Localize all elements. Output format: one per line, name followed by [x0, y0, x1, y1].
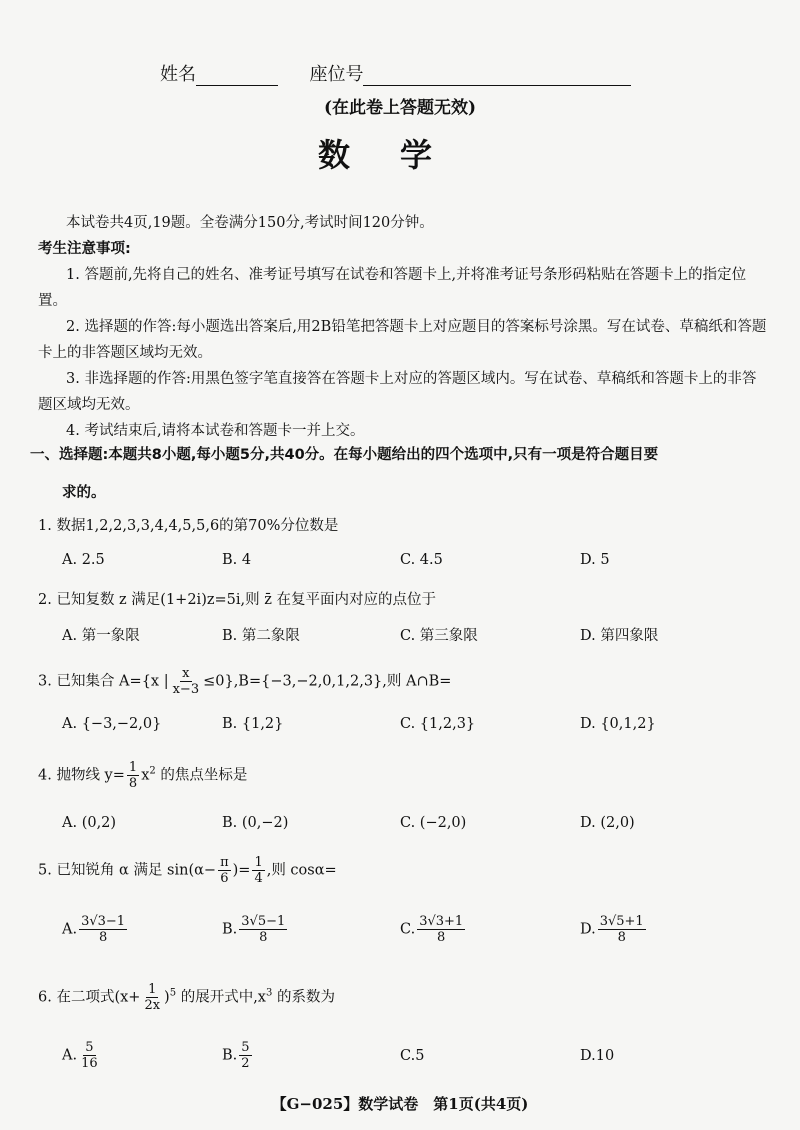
q5-a-num: 3√3−1 [81, 914, 126, 929]
seat-blank[interactable] [363, 67, 631, 86]
q4-suffix: 的焦点坐标是 [155, 767, 248, 784]
question-5-stem [38, 855, 337, 886]
q5-c-letter: C. [400, 921, 416, 938]
q2-option-d: D. 第四象限 [580, 628, 659, 644]
q5-b-num: 3√5−1 [241, 914, 286, 929]
name-label: 姓名 [160, 64, 196, 85]
q5-d-den: 8 [617, 930, 626, 945]
q6-close: ) [164, 989, 170, 1006]
q6-mid: 的展开式中,x [176, 989, 266, 1006]
q3-option-a: A. {−3,−2,0} [62, 716, 162, 732]
question-4-stem [38, 760, 247, 791]
q5-val-den: 4 [254, 871, 263, 886]
intro-text: 本试卷共4页,19题。全卷满分150分,考试时间120分钟。 [66, 215, 434, 231]
q5-b-fraction [239, 914, 287, 945]
q5-mid: )= [232, 862, 251, 879]
no-answer-notice: (在此卷上答题无效) [323, 98, 477, 118]
q5-a-fraction [79, 914, 127, 945]
q5-option-a [62, 914, 129, 945]
question-1-stem: 1. 数据1,2,2,3,3,4,4,5,5,6的第70%分位数是 [38, 518, 339, 534]
q3-option-c: C. {1,2,3} [400, 716, 476, 732]
note-1: 1. 答题前,先将自己的姓名、准考证号填写在试卷和答题卡上,并将准考证号条形码粘贴在答题卡上的指定位置。 [38, 267, 747, 309]
q6-frac-den: 2x [144, 998, 161, 1013]
q5-d-letter: D. [580, 921, 596, 938]
q5-b-letter: B. [222, 921, 238, 938]
q1-option-b: B. 4 [222, 552, 252, 568]
q5-option-b [222, 914, 289, 945]
q6-option-c [400, 1048, 424, 1064]
notes-heading: 考生注意事项: [38, 241, 131, 257]
page-title: 数学 [317, 136, 482, 174]
q4-option-b: B. (0,−2) [222, 815, 289, 831]
q4-exp: 2 [149, 765, 156, 777]
section1-heading: 一、选择题:本题共8小题,每小题5分,共40分。在每小题给出的四个选项中,只有一项是符合题目要 [30, 447, 659, 463]
q6-option-d [580, 1048, 614, 1064]
q4-fraction [127, 760, 139, 791]
note-4: 4. 考试结束后,请将本试卷和答题卡一并上交。 [66, 423, 365, 439]
q5-d-num: 3√5+1 [599, 914, 644, 929]
q3-set-close: ≤0} [203, 673, 234, 690]
q6-c-letter: C. [400, 1048, 416, 1064]
q4-var: x [141, 767, 150, 784]
q6-b-letter: B. [222, 1047, 238, 1064]
q5-option-d [580, 914, 648, 945]
q2-option-b: B. 第二象限 [222, 628, 300, 644]
q5-c-num: 3√3+1 [419, 914, 464, 929]
q6-b-den: 2 [241, 1056, 250, 1071]
q2-option-c: C. 第三象限 [400, 628, 478, 644]
q5-val-num: 1 [254, 855, 263, 870]
q4-option-d: D. (2,0) [580, 815, 635, 831]
q5-pi-fraction [218, 855, 231, 886]
seat-label: 座位号 [309, 64, 364, 85]
q3-prefix: 3. 已知集合 A= [38, 673, 142, 690]
q4-option-a: A. (0,2) [62, 815, 117, 831]
q6-d-letter: D. [580, 1048, 596, 1064]
name-blank[interactable] [196, 67, 278, 86]
q4-frac-den: 8 [128, 776, 138, 791]
q6-exp: 5 [169, 987, 177, 999]
q5-c-den: 8 [437, 930, 446, 945]
q6-prefix: 6. 在二项式(x+ [38, 989, 141, 1006]
q5-d-fraction [598, 914, 646, 945]
q6-option-b [222, 1040, 254, 1071]
q5-option-c [400, 914, 467, 945]
q6-option-a [62, 1040, 102, 1071]
note-3: 3. 非选择题的作答:用黑色签字笔直接答在答题卡上对应的答题区域内。写在试卷、草稿纸和答题卡上的非答题区域均无效。 [38, 371, 757, 413]
q6-a-fraction [79, 1040, 100, 1071]
q1-option-d: D. 5 [580, 552, 610, 568]
q5-pi-num: π [220, 855, 229, 870]
question-6-stem [38, 982, 335, 1013]
q6-a-num: 5 [85, 1040, 94, 1055]
question-3-stem [38, 666, 451, 697]
q6-b-fraction [239, 1040, 251, 1071]
q1-option-c: C. 4.5 [400, 552, 443, 568]
q6-exp2: 3 [266, 987, 273, 999]
q4-option-c: C. (−2,0) [400, 815, 467, 831]
q5-c-fraction [417, 914, 465, 945]
q5-pi-den: 6 [220, 871, 229, 886]
page-footer: 【G−025】数学试卷 第1页(共4页) [271, 1095, 529, 1113]
q3-fraction [171, 666, 202, 697]
q6-fraction [142, 982, 162, 1013]
q3-option-b: B. {1,2} [222, 716, 284, 732]
q6-d-text: 10 [595, 1048, 615, 1064]
q6-suffix: 的系数为 [272, 989, 335, 1006]
q5-b-den: 8 [259, 930, 268, 945]
section1-heading-cont: 求的。 [62, 485, 106, 501]
q5-prefix: 5. 已知锐角 α 满足 sin(α− [38, 862, 217, 879]
q5-a-letter: A. [62, 921, 78, 938]
q3-set-open: {x | [141, 673, 169, 690]
q1-option-a: A. 2.5 [62, 552, 105, 568]
q5-value-fraction [252, 855, 264, 886]
q6-c-text: 5 [415, 1048, 425, 1064]
q4-frac-num: 1 [128, 760, 138, 775]
q5-suffix: ,则 cosα= [266, 862, 337, 879]
q6-a-den: 16 [81, 1056, 98, 1071]
q3-frac-den: x−3 [172, 682, 200, 697]
q6-a-letter: A. [62, 1047, 78, 1064]
q2-option-a: A. 第一象限 [62, 628, 140, 644]
q6-frac-num: 1 [148, 982, 157, 997]
q3-frac-num: x [182, 666, 190, 681]
q3-suffix: ,B={−3,−2,0,1,2,3},则 A∩B= [233, 673, 452, 690]
exam-header [160, 60, 631, 86]
note-2: 2. 选择题的作答:每小题选出答案后,用2B铅笔把答题卡上对应题目的答案标号涂黑。写在试卷、草稿纸和答题卡上的非答题区域均无效。 [38, 319, 767, 361]
q4-prefix: 4. 抛物线 y= [38, 767, 125, 784]
q6-b-num: 5 [241, 1040, 250, 1055]
question-2-stem: 2. 已知复数 z 满足(1+2i)z=5i,则 z̄ 在复平面内对应的点位于 [38, 592, 436, 608]
q3-option-d: D. {0,1,2} [580, 716, 656, 732]
q5-a-den: 8 [98, 930, 108, 945]
